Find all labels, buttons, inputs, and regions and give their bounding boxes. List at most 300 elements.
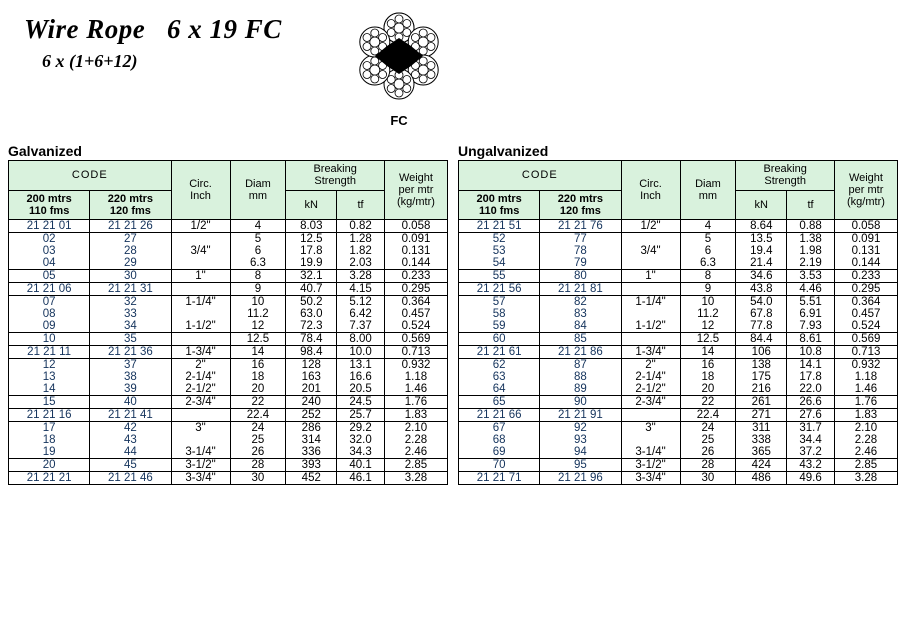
cell-diam: 28 <box>680 459 736 472</box>
cell-code-200mtrs: 21 21 06 <box>9 283 90 296</box>
cell-code-220mtrs: 21 21 76 <box>540 220 621 233</box>
cell-code-200mtrs: 21 21 16 <box>9 409 90 422</box>
cell-code-220mtrs: 28 <box>90 245 171 257</box>
rope-cross-section-figure <box>344 8 454 128</box>
cell-weight: 0.524 <box>384 320 447 333</box>
table-row <box>9 383 448 396</box>
table-row <box>9 422 448 435</box>
cell-tf: 13.1 <box>337 359 385 372</box>
cell-weight: 3.28 <box>834 472 897 485</box>
table-ungalvanized <box>458 160 898 485</box>
cell-code-220mtrs: 21 21 31 <box>90 283 171 296</box>
cell-diam: 6.3 <box>680 257 736 270</box>
cell-diam: 26 <box>230 446 286 459</box>
header-kn: kN <box>736 190 787 220</box>
cell-diam: 28 <box>230 459 286 472</box>
cell-circ: 1" <box>171 270 230 283</box>
cell-tf: 1.98 <box>787 245 835 257</box>
cell-circ <box>621 233 680 246</box>
cell-diam: 4 <box>680 220 736 233</box>
cell-diam: 14 <box>680 346 736 359</box>
wire-rope-diagram-icon <box>351 8 447 104</box>
table-row <box>459 257 898 270</box>
table-row <box>459 434 898 446</box>
cell-tf: 1.28 <box>337 233 385 246</box>
cell-kn: 128 <box>286 359 337 372</box>
cell-kn: 338 <box>736 434 787 446</box>
table-row <box>459 233 898 246</box>
section-label-galvanized: Galvanized <box>8 143 82 159</box>
table-row <box>459 359 898 372</box>
cell-circ <box>171 434 230 446</box>
header-breaking-strength: Breaking Strength <box>286 161 385 191</box>
figure-caption: FC <box>390 113 408 128</box>
cell-code-220mtrs: 21 21 41 <box>90 409 171 422</box>
cell-weight: 0.058 <box>384 220 447 233</box>
cell-circ <box>621 308 680 320</box>
cell-code-200mtrs: 21 21 66 <box>459 409 540 422</box>
cell-kn: 40.7 <box>286 283 337 296</box>
cell-code-220mtrs: 35 <box>90 333 171 346</box>
table-row <box>9 283 448 296</box>
cell-diam: 5 <box>680 233 736 246</box>
cell-code-220mtrs: 21 21 81 <box>540 283 621 296</box>
cell-kn: 271 <box>736 409 787 422</box>
cell-weight: 0.091 <box>384 233 447 246</box>
cell-diam: 16 <box>680 359 736 372</box>
cell-code-200mtrs: 65 <box>459 396 540 409</box>
cell-circ: 1-1/2" <box>621 320 680 333</box>
cell-weight: 0.233 <box>834 270 897 283</box>
cell-diam: 30 <box>230 472 286 485</box>
cell-diam: 22 <box>680 396 736 409</box>
cell-tf: 1.38 <box>787 233 835 246</box>
table-row <box>9 396 448 409</box>
cell-code-200mtrs: 21 21 61 <box>459 346 540 359</box>
cell-circ: 3-3/4" <box>621 472 680 485</box>
cell-circ: 3/4" <box>621 245 680 257</box>
cell-kn: 8.64 <box>736 220 787 233</box>
page-subtitle: 6 x (1+6+12) <box>42 51 138 71</box>
cell-tf: 43.2 <box>787 459 835 472</box>
cell-diam: 6 <box>230 245 286 257</box>
cell-code-220mtrs: 21 21 96 <box>540 472 621 485</box>
cell-diam: 8 <box>230 270 286 283</box>
table-row <box>9 296 448 309</box>
cell-kn: 13.5 <box>736 233 787 246</box>
header-code-220mtrs: 220 mtrs 120 fms <box>90 190 171 220</box>
cell-circ: 1-3/4" <box>621 346 680 359</box>
cell-kn: 54.0 <box>736 296 787 309</box>
cell-tf: 6.91 <box>787 308 835 320</box>
cell-tf: 17.8 <box>787 371 835 383</box>
cell-code-200mtrs: 52 <box>459 233 540 246</box>
cell-code-220mtrs: 45 <box>90 459 171 472</box>
cell-code-200mtrs: 13 <box>9 371 90 383</box>
table-row <box>9 472 448 485</box>
cell-code-200mtrs: 03 <box>9 245 90 257</box>
cell-tf: 5.51 <box>787 296 835 309</box>
cell-kn: 67.8 <box>736 308 787 320</box>
cell-weight: 0.524 <box>834 320 897 333</box>
cell-circ <box>171 283 230 296</box>
header-breaking-strength: Breaking Strength <box>736 161 835 191</box>
cell-tf: 10.0 <box>337 346 385 359</box>
cell-weight: 0.131 <box>834 245 897 257</box>
section-label-ungalvanized: Ungalvanized <box>458 143 549 159</box>
cell-weight: 2.28 <box>834 434 897 446</box>
cell-weight: 0.457 <box>384 308 447 320</box>
cell-diam: 24 <box>230 422 286 435</box>
cell-tf: 46.1 <box>337 472 385 485</box>
cell-diam: 18 <box>230 371 286 383</box>
cell-kn: 138 <box>736 359 787 372</box>
cell-tf: 16.6 <box>337 371 385 383</box>
table-row <box>9 257 448 270</box>
header-code-200mtrs: 200 mtrs 110 fms <box>9 190 90 220</box>
cell-tf: 7.37 <box>337 320 385 333</box>
table-row <box>459 459 898 472</box>
cell-diam: 25 <box>680 434 736 446</box>
cell-code-220mtrs: 84 <box>540 320 621 333</box>
cell-weight: 0.457 <box>834 308 897 320</box>
table-row <box>459 333 898 346</box>
cell-tf: 37.2 <box>787 446 835 459</box>
cell-diam: 20 <box>680 383 736 396</box>
cell-weight: 0.713 <box>834 346 897 359</box>
cell-code-200mtrs: 68 <box>459 434 540 446</box>
cell-tf: 0.82 <box>337 220 385 233</box>
cell-circ: 1/2" <box>171 220 230 233</box>
cell-kn: 21.4 <box>736 257 787 270</box>
table-row <box>9 220 448 233</box>
cell-code-220mtrs: 38 <box>90 371 171 383</box>
header-circ: Circ. Inch <box>621 161 680 220</box>
cell-diam: 18 <box>680 371 736 383</box>
header-tf: tf <box>787 190 835 220</box>
cell-tf: 24.5 <box>337 396 385 409</box>
cell-code-220mtrs: 83 <box>540 308 621 320</box>
cell-code-200mtrs: 21 21 51 <box>459 220 540 233</box>
cell-code-220mtrs: 85 <box>540 333 621 346</box>
cell-diam: 12.5 <box>230 333 286 346</box>
cell-diam: 20 <box>230 383 286 396</box>
cell-code-220mtrs: 79 <box>540 257 621 270</box>
cell-kn: 19.4 <box>736 245 787 257</box>
cell-kn: 19.9 <box>286 257 337 270</box>
header-code: CODE <box>9 161 172 191</box>
cell-weight: 2.10 <box>834 422 897 435</box>
cell-circ: 2" <box>171 359 230 372</box>
title-block <box>24 14 282 72</box>
table-row <box>9 245 448 257</box>
cell-tf: 49.6 <box>787 472 835 485</box>
cell-circ <box>621 434 680 446</box>
cell-code-220mtrs: 37 <box>90 359 171 372</box>
cell-weight: 1.83 <box>384 409 447 422</box>
cell-weight: 1.83 <box>834 409 897 422</box>
table-row <box>459 446 898 459</box>
cell-code-220mtrs: 21 21 91 <box>540 409 621 422</box>
cell-diam: 11.2 <box>230 308 286 320</box>
cell-code-220mtrs: 90 <box>540 396 621 409</box>
table-row <box>9 346 448 359</box>
cell-code-200mtrs: 21 21 71 <box>459 472 540 485</box>
cell-kn: 77.8 <box>736 320 787 333</box>
cell-tf: 20.5 <box>337 383 385 396</box>
table-row <box>9 333 448 346</box>
cell-diam: 25 <box>230 434 286 446</box>
cell-circ <box>621 333 680 346</box>
cell-circ <box>171 409 230 422</box>
cell-circ: 1-1/4" <box>621 296 680 309</box>
cell-kn: 12.5 <box>286 233 337 246</box>
cell-code-200mtrs: 57 <box>459 296 540 309</box>
cell-weight: 0.144 <box>384 257 447 270</box>
cell-code-200mtrs: 69 <box>459 446 540 459</box>
cell-circ: 2-1/4" <box>621 371 680 383</box>
cell-weight: 1.46 <box>384 383 447 396</box>
cell-tf: 32.0 <box>337 434 385 446</box>
cell-code-200mtrs: 60 <box>459 333 540 346</box>
cell-circ <box>171 333 230 346</box>
cell-code-220mtrs: 88 <box>540 371 621 383</box>
cell-code-200mtrs: 12 <box>9 359 90 372</box>
cell-diam: 12 <box>230 320 286 333</box>
cell-weight: 2.85 <box>834 459 897 472</box>
cell-diam: 12.5 <box>680 333 736 346</box>
table-row <box>459 422 898 435</box>
table-row <box>459 220 898 233</box>
cell-code-200mtrs: 10 <box>9 333 90 346</box>
cell-weight: 2.85 <box>384 459 447 472</box>
cell-kn: 34.6 <box>736 270 787 283</box>
cell-kn: 240 <box>286 396 337 409</box>
cell-weight: 0.144 <box>834 257 897 270</box>
cell-weight: 0.569 <box>834 333 897 346</box>
cell-weight: 0.713 <box>384 346 447 359</box>
cell-weight: 0.364 <box>384 296 447 309</box>
cell-code-220mtrs: 21 21 36 <box>90 346 171 359</box>
cell-code-220mtrs: 89 <box>540 383 621 396</box>
cell-tf: 7.93 <box>787 320 835 333</box>
cell-weight: 2.46 <box>834 446 897 459</box>
cell-code-220mtrs: 39 <box>90 383 171 396</box>
cell-code-220mtrs: 40 <box>90 396 171 409</box>
cell-circ: 1-1/2" <box>171 320 230 333</box>
cell-code-200mtrs: 09 <box>9 320 90 333</box>
cell-code-220mtrs: 44 <box>90 446 171 459</box>
cell-diam: 6 <box>680 245 736 257</box>
cell-diam: 10 <box>680 296 736 309</box>
cell-code-200mtrs: 62 <box>459 359 540 372</box>
cell-code-220mtrs: 21 21 26 <box>90 220 171 233</box>
cell-kn: 43.8 <box>736 283 787 296</box>
cell-tf: 0.88 <box>787 220 835 233</box>
cell-weight: 2.10 <box>384 422 447 435</box>
cell-code-200mtrs: 21 21 01 <box>9 220 90 233</box>
cell-diam: 26 <box>680 446 736 459</box>
table-row <box>9 409 448 422</box>
cell-weight: 0.569 <box>384 333 447 346</box>
cell-kn: 452 <box>286 472 337 485</box>
cell-code-200mtrs: 07 <box>9 296 90 309</box>
cell-tf: 31.7 <box>787 422 835 435</box>
cell-tf: 3.53 <box>787 270 835 283</box>
cell-tf: 5.12 <box>337 296 385 309</box>
cell-tf: 6.42 <box>337 308 385 320</box>
cell-circ <box>621 283 680 296</box>
cell-diam: 22.4 <box>680 409 736 422</box>
cell-kn: 365 <box>736 446 787 459</box>
cell-kn: 50.2 <box>286 296 337 309</box>
cell-code-220mtrs: 33 <box>90 308 171 320</box>
cell-code-200mtrs: 70 <box>459 459 540 472</box>
cell-circ: 3-1/2" <box>621 459 680 472</box>
header-diam: Diam mm <box>680 161 736 220</box>
cell-tf: 3.28 <box>337 270 385 283</box>
cell-circ: 3-1/4" <box>171 446 230 459</box>
cell-kn: 78.4 <box>286 333 337 346</box>
cell-diam: 9 <box>230 283 286 296</box>
cell-code-220mtrs: 93 <box>540 434 621 446</box>
cell-weight: 2.28 <box>384 434 447 446</box>
cell-code-220mtrs: 94 <box>540 446 621 459</box>
table-row <box>459 346 898 359</box>
cell-weight: 0.932 <box>834 359 897 372</box>
table-row <box>9 270 448 283</box>
cell-diam: 8 <box>680 270 736 283</box>
cell-tf: 34.3 <box>337 446 385 459</box>
cell-code-220mtrs: 78 <box>540 245 621 257</box>
cell-diam: 4 <box>230 220 286 233</box>
table-row <box>459 396 898 409</box>
table-row <box>459 270 898 283</box>
cell-circ <box>621 257 680 270</box>
cell-kn: 201 <box>286 383 337 396</box>
table-row <box>459 320 898 333</box>
cell-circ: 1" <box>621 270 680 283</box>
cell-kn: 424 <box>736 459 787 472</box>
cell-circ: 1/2" <box>621 220 680 233</box>
header-weight: Weight per mtr (kg/mtr) <box>384 161 447 220</box>
cell-code-220mtrs: 43 <box>90 434 171 446</box>
cell-circ: 2-3/4" <box>171 396 230 409</box>
header-weight: Weight per mtr (kg/mtr) <box>834 161 897 220</box>
cell-circ: 2" <box>621 359 680 372</box>
cell-kn: 175 <box>736 371 787 383</box>
cell-kn: 106 <box>736 346 787 359</box>
cell-weight: 0.295 <box>384 283 447 296</box>
cell-kn: 336 <box>286 446 337 459</box>
cell-code-220mtrs: 80 <box>540 270 621 283</box>
cell-kn: 286 <box>286 422 337 435</box>
cell-tf: 4.46 <box>787 283 835 296</box>
cell-code-220mtrs: 87 <box>540 359 621 372</box>
cell-weight: 0.364 <box>834 296 897 309</box>
cell-circ: 2-1/2" <box>171 383 230 396</box>
header-code-220mtrs: 220 mtrs 120 fms <box>540 190 621 220</box>
header-code-200mtrs: 200 mtrs 110 fms <box>459 190 540 220</box>
cell-code-220mtrs: 82 <box>540 296 621 309</box>
cell-tf: 2.03 <box>337 257 385 270</box>
cell-kn: 72.3 <box>286 320 337 333</box>
cell-weight: 0.233 <box>384 270 447 283</box>
page-title: Wire Rope 6 x 19 FC <box>24 14 282 44</box>
cell-weight: 3.28 <box>384 472 447 485</box>
cell-circ <box>621 409 680 422</box>
cell-code-220mtrs: 95 <box>540 459 621 472</box>
cell-diam: 22.4 <box>230 409 286 422</box>
cell-weight: 1.46 <box>834 383 897 396</box>
cell-code-200mtrs: 59 <box>459 320 540 333</box>
table-row <box>9 359 448 372</box>
cell-diam: 24 <box>680 422 736 435</box>
cell-code-220mtrs: 42 <box>90 422 171 435</box>
cell-kn: 17.8 <box>286 245 337 257</box>
cell-circ: 3" <box>621 422 680 435</box>
cell-weight: 0.131 <box>384 245 447 257</box>
cell-diam: 10 <box>230 296 286 309</box>
cell-tf: 22.0 <box>787 383 835 396</box>
table-row <box>9 434 448 446</box>
cell-code-200mtrs: 18 <box>9 434 90 446</box>
cell-tf: 8.00 <box>337 333 385 346</box>
cell-kn: 8.03 <box>286 220 337 233</box>
cell-code-200mtrs: 21 21 11 <box>9 346 90 359</box>
table-row <box>9 233 448 246</box>
cell-code-220mtrs: 30 <box>90 270 171 283</box>
cell-tf: 4.15 <box>337 283 385 296</box>
cell-weight: 0.932 <box>384 359 447 372</box>
table-row <box>459 409 898 422</box>
cell-code-200mtrs: 21 21 56 <box>459 283 540 296</box>
cell-code-220mtrs: 29 <box>90 257 171 270</box>
cell-weight: 1.76 <box>384 396 447 409</box>
cell-circ: 2-1/4" <box>171 371 230 383</box>
cell-weight: 1.18 <box>384 371 447 383</box>
cell-tf: 26.6 <box>787 396 835 409</box>
cell-weight: 1.76 <box>834 396 897 409</box>
cell-kn: 63.0 <box>286 308 337 320</box>
cell-code-200mtrs: 15 <box>9 396 90 409</box>
cell-tf: 8.61 <box>787 333 835 346</box>
cell-weight: 0.295 <box>834 283 897 296</box>
table-row <box>9 459 448 472</box>
cell-code-200mtrs: 02 <box>9 233 90 246</box>
cell-code-200mtrs: 58 <box>459 308 540 320</box>
cell-diam: 11.2 <box>680 308 736 320</box>
cell-diam: 16 <box>230 359 286 372</box>
cell-code-220mtrs: 21 21 86 <box>540 346 621 359</box>
cell-tf: 1.82 <box>337 245 385 257</box>
cell-diam: 30 <box>680 472 736 485</box>
cell-weight: 2.46 <box>384 446 447 459</box>
cell-circ <box>171 233 230 246</box>
cell-code-200mtrs: 63 <box>459 371 540 383</box>
cell-tf: 34.4 <box>787 434 835 446</box>
cell-diam: 5 <box>230 233 286 246</box>
cell-kn: 314 <box>286 434 337 446</box>
cell-tf: 40.1 <box>337 459 385 472</box>
cell-kn: 32.1 <box>286 270 337 283</box>
table-row <box>459 371 898 383</box>
table-row <box>459 283 898 296</box>
cell-circ: 3-1/2" <box>171 459 230 472</box>
cell-code-200mtrs: 21 21 21 <box>9 472 90 485</box>
cell-weight: 1.18 <box>834 371 897 383</box>
header-code: CODE <box>459 161 622 191</box>
